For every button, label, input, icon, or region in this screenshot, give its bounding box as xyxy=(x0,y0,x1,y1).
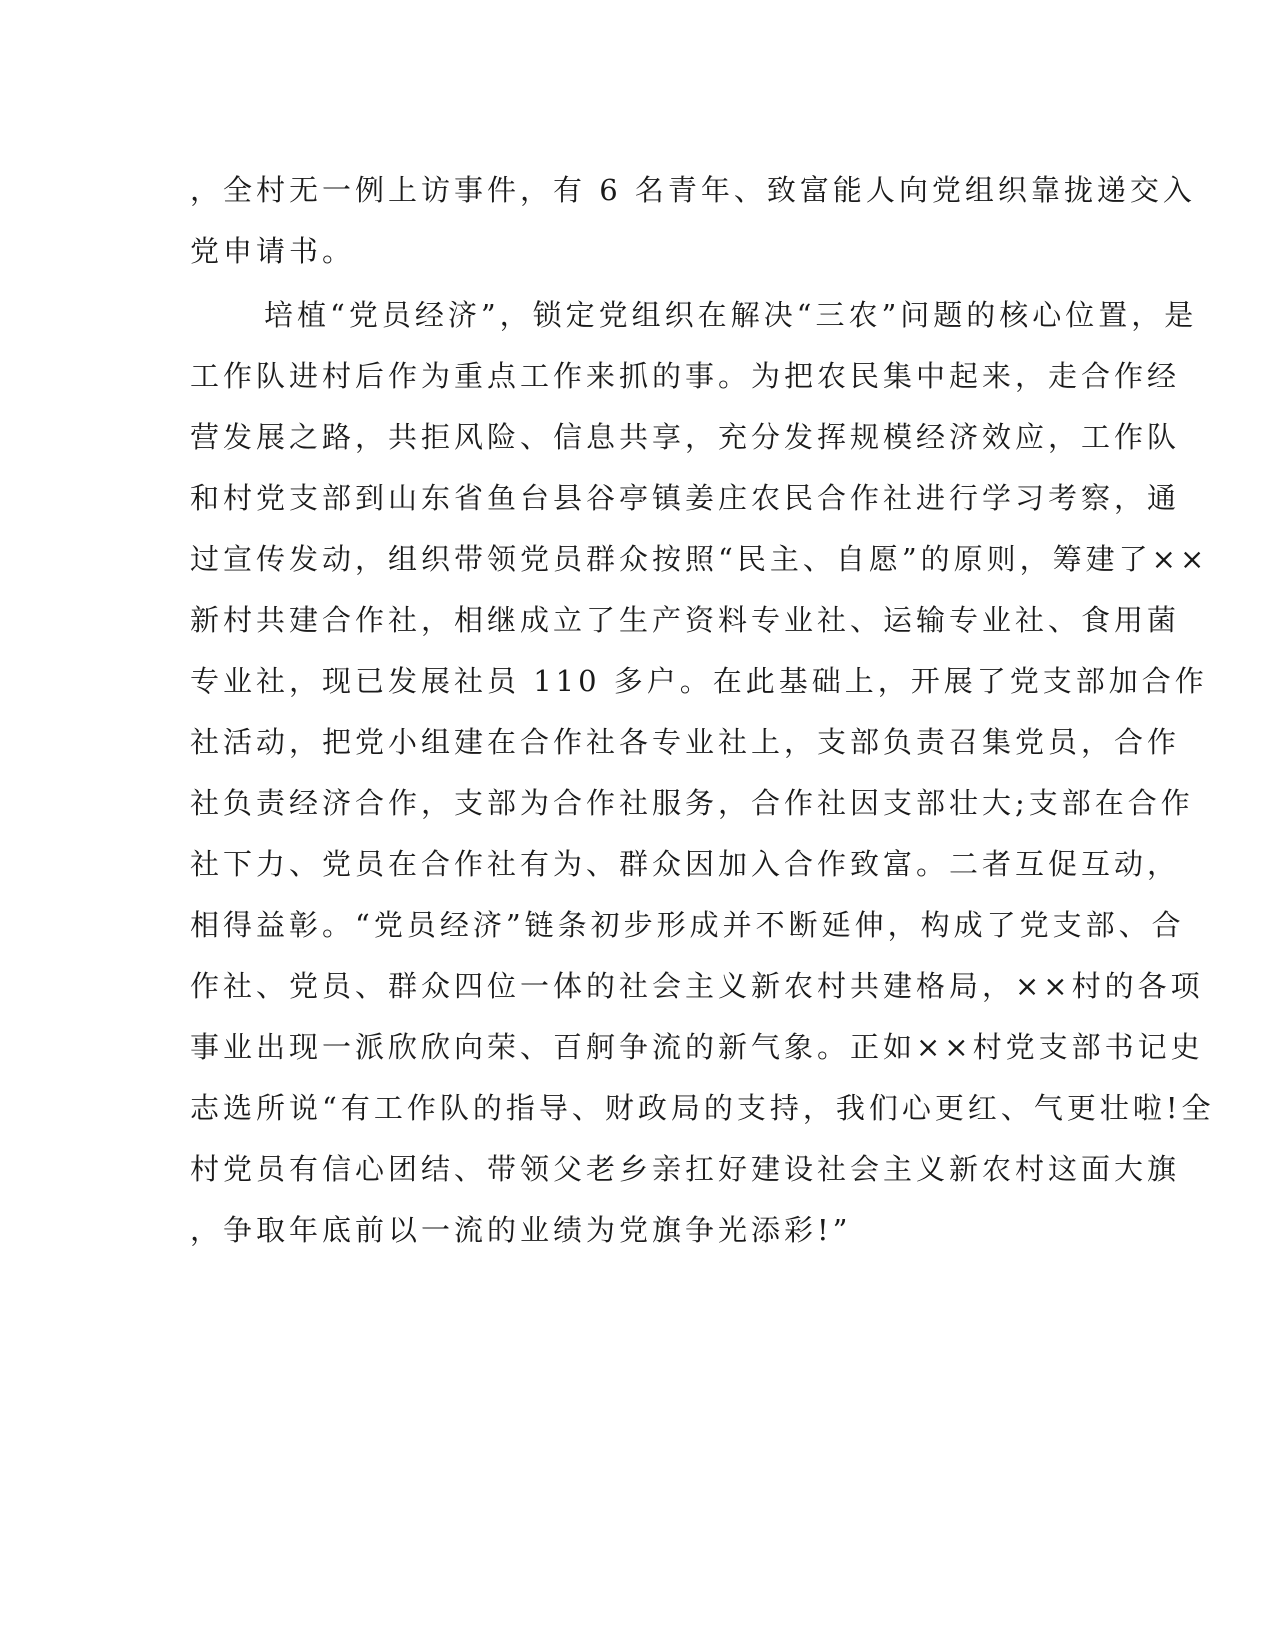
text-line: 过宣传发动，组织带领党员群众按照“民主、自愿”的原则，筹建了×× xyxy=(190,542,1209,576)
text-line: 营发展之路，共拒风险、信息共享，充分发挥规模经济效应，工作队 xyxy=(190,420,1181,454)
text-line: 工作队进村后作为重点工作来抓的事。为把农民集中起来，走合作经 xyxy=(190,359,1181,393)
text-line: 培植“党员经济”，锁定党组织在解决“三农”问题的核心位置，是 xyxy=(264,298,1198,332)
text-line: ，全村无一例上访事件，有 6 名青年、致富能人向党组织靠拢递交入 xyxy=(190,173,1196,207)
text-line: ，争取年底前以一流的业绩为党旗争光添彩!” xyxy=(190,1213,852,1247)
text-line: 志选所说“有工作队的指导、财政局的支持，我们心更红、气更壮啦!全 xyxy=(190,1091,1215,1125)
text-line: 党申请书。 xyxy=(190,234,356,268)
text-line: 相得益彰。“党员经济”链条初步形成并不断延伸，构成了党支部、合 xyxy=(190,908,1185,942)
document-body xyxy=(190,160,1215,1261)
text-line: 社活动，把党小组建在合作社各专业社上，支部负责召集党员，合作 xyxy=(190,725,1181,759)
text-line: 新村共建合作社，相继成立了生产资料专业社、运输专业社、食用菌 xyxy=(190,603,1181,637)
text-line: 和村党支部到山东省鱼台县谷亭镇姜庄农民合作社进行学习考察，通 xyxy=(190,481,1181,515)
text-line: 社负责经济合作，支部为合作社服务，合作社因支部壮大;支部在合作 xyxy=(190,786,1194,820)
text-line: 事业出现一派欣欣向荣、百舸争流的新气象。正如××村党支部书记史 xyxy=(190,1030,1204,1064)
paragraph-main xyxy=(190,285,1215,1261)
text-line: 专业社，现已发展社员 110 多户。在此基础上，开展了党支部加合作 xyxy=(190,664,1208,698)
paragraph-continuation xyxy=(190,160,1196,282)
text-line: 社下力、党员在合作社有为、群众因加入合作致富。二者互促互动， xyxy=(190,847,1181,881)
text-line: 作社、党员、群众四位一体的社会主义新农村共建格局，××村的各项 xyxy=(190,969,1204,1003)
text-line: 村党员有信心团结、带领父老乡亲扛好建设社会主义新农村这面大旗 xyxy=(190,1152,1181,1186)
